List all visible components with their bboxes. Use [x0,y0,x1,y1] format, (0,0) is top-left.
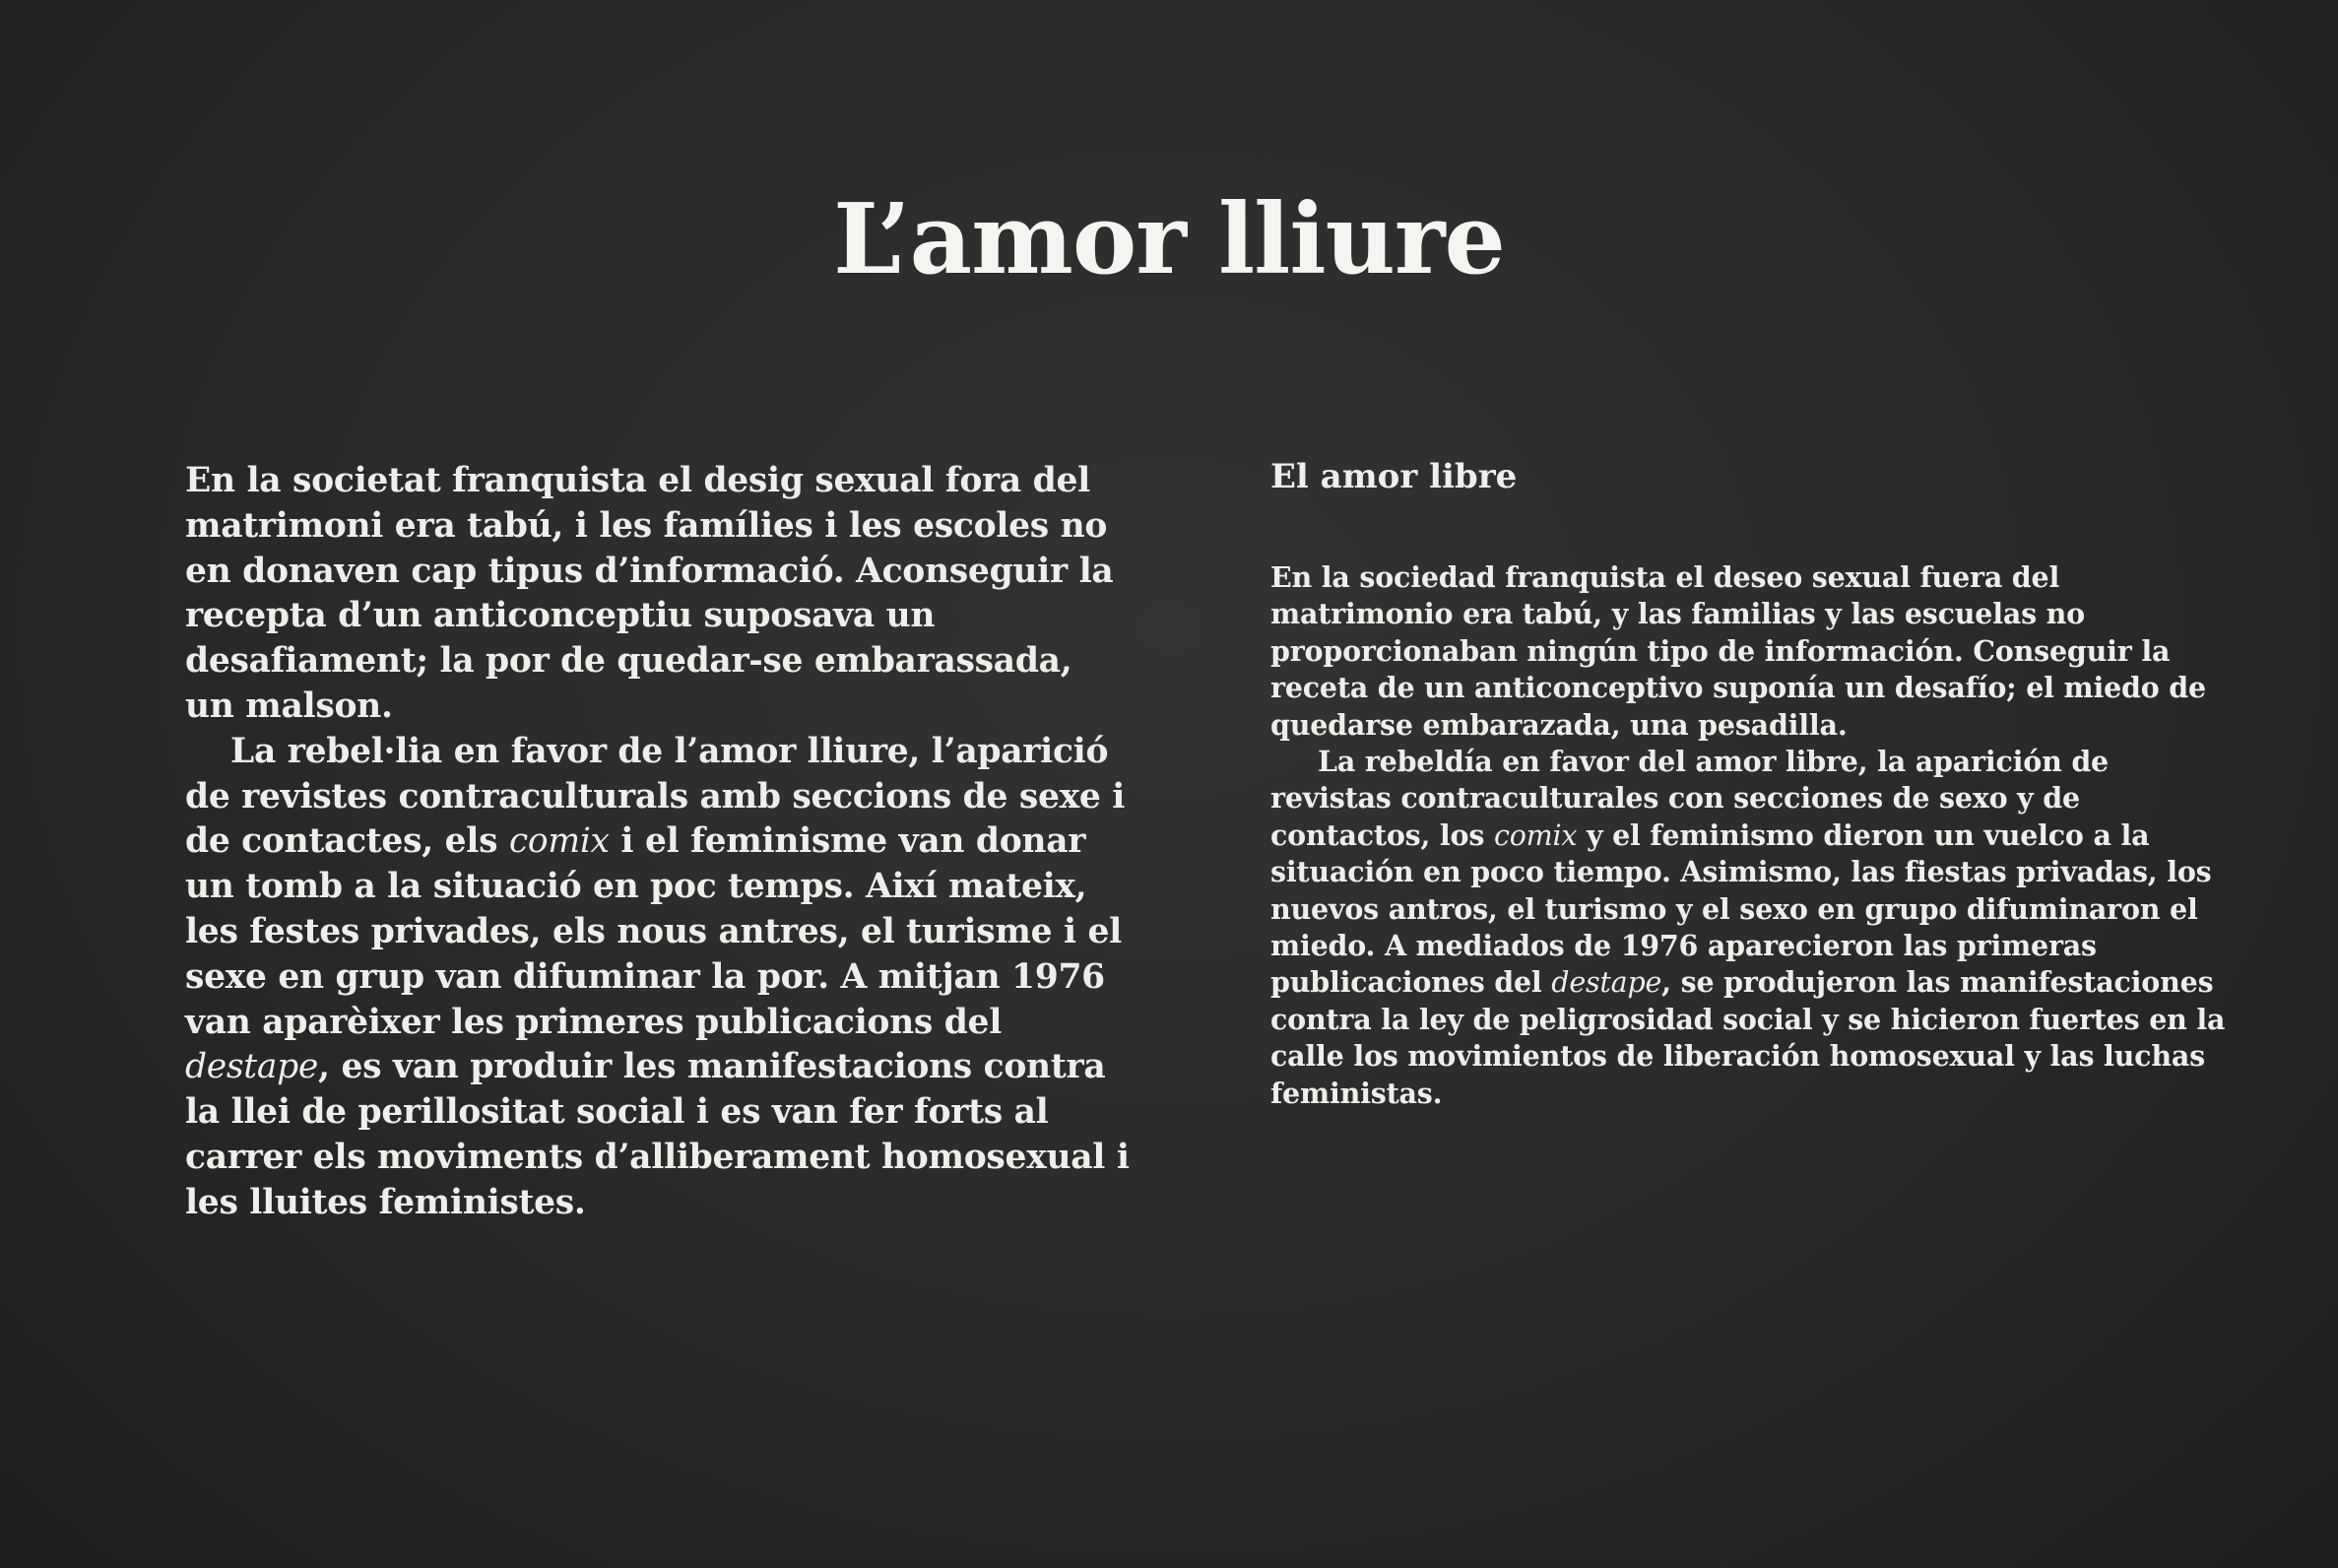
spanish-p2-text-b: y el feminismo dieron un vuelco a la situación en poco tiempo. Asimismo, las fiestas privadas, los nuevos antros, el turismo y el sexo en grupo difuminaron el miedo. A mediados de 1976 aparecieron las primeras publicaciones del [1270,817,2212,1000]
spanish-paragraph-2 [1270,744,2236,1112]
spanish-p2-destape: destape [1551,966,1662,1000]
catalan-p2-text-c: , es van produir les manifestacions contra la llei de perillositat social i es van fer forts al carrer els moviments d’alliberament homosexual i les lluites feministes. [185,1047,1130,1222]
catalan-p2-text-a: La rebel·lia en favor de l’amor lliure, l’aparició de revistes contraculturals amb seccions de sexe i de contactes, els [185,731,1126,862]
spanish-subtitle: El amor libre [1270,457,1518,496]
catalan-p2-comix: comix [508,821,610,862]
catalan-text-column [185,459,1131,1226]
catalan-paragraph-1: En la societat franquista el desig sexual fora del matrimoni era tabú, i les famílies i les escoles no en donaven cap tipus d’informació. Aconseguir la recepta d’un anticonceptiu suposava un desafiament; la por de quedar-se embarassada, un malson. [185,461,1114,726]
spanish-p2-text-a: La rebeldía en favor del amor libre, la aparición de revistas contraculturales con secciones de sexo y de contactos, los [1270,745,2109,852]
spanish-p2-text-c: , se produjeron las manifestaciones contra la ley de peligrosidad social y se hicieron fuertes en la calle los movimientos de liberación homosexual y las luchas feministas. [1270,965,2226,1110]
spanish-paragraph-1: En la sociedad franquista el deseo sexual fuera del matrimonio era tabú, y las familias y las escuelas no proporcionaban ningún tipo de información. Conseguir la receta de un anticonceptivo suponía un desafío; el miedo de quedarse embarazada, una pesadilla. [1270,560,2206,742]
spanish-p2-comix: comix [1493,818,1578,852]
catalan-p2-text-b: i el feminisme van donar un tomb a la situació en poc temps. Així mateix, les festes privades, els nous antres, el turisme i el sexe en grup van difuminar la por. A mitjan 1976 van aparèixer les primeres publicacions del [185,821,1122,1042]
panel-title: L’amor lliure [833,183,1505,296]
spanish-body [1270,559,2236,1112]
catalan-p2-destape: destape [185,1047,319,1087]
spanish-text-column [1270,455,2236,1112]
catalan-paragraph-2 [185,730,1131,1226]
